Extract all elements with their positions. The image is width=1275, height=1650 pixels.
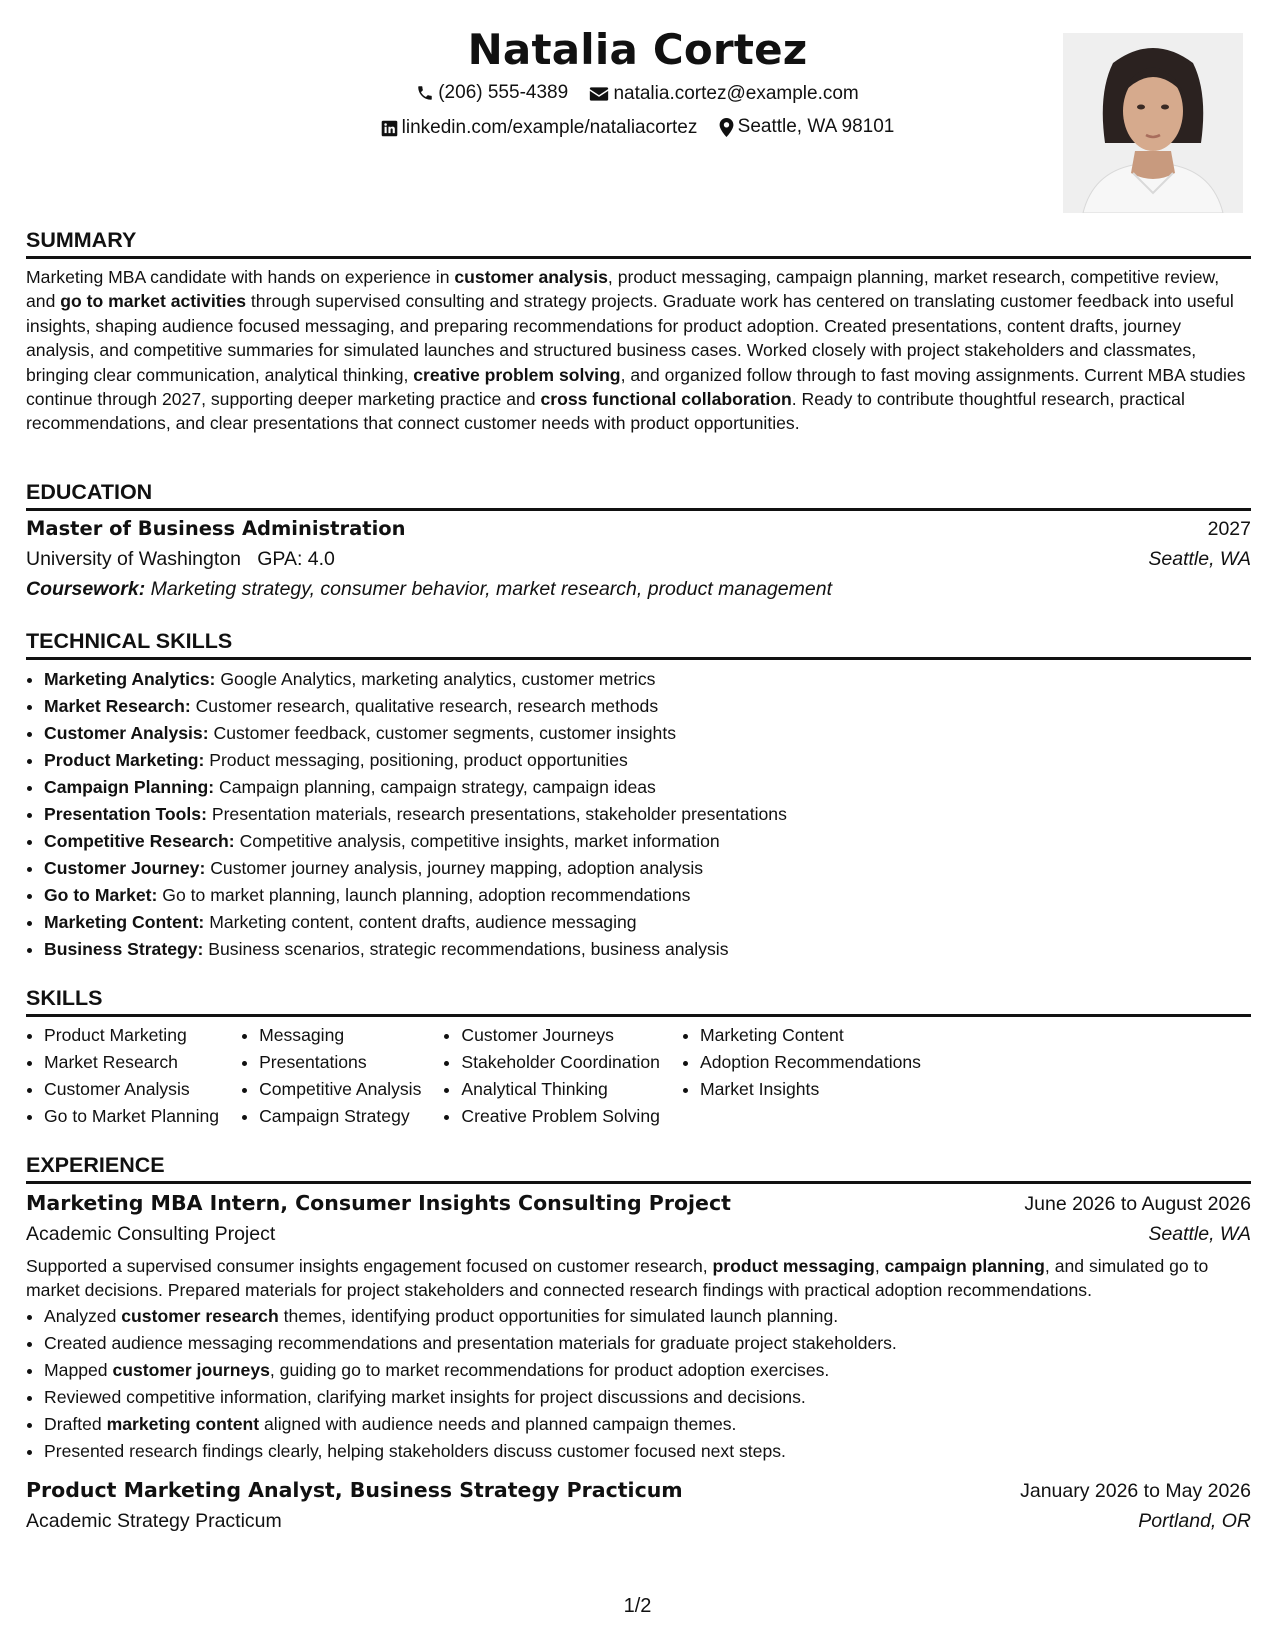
experience-heading: EXPERIENCE	[26, 1153, 165, 1177]
job-description: Supported a supervised consumer insights engagement focused on customer research, product messaging, campaign planning, and simulated go to market decisions. Prepared materials for project stakeholders and connected research findings with practical adoption recommendations.	[26, 1256, 1209, 1301]
job-header-row	[26, 1475, 1251, 1506]
job-dates: June 2026 to August 2026	[1024, 1193, 1251, 1215]
list-item: • Product Marketing: Product messaging, positioning, product opportunities	[44, 747, 1251, 774]
list-item: • Campaign Planning: Campaign planning, campaign strategy, campaign ideas	[44, 774, 1251, 801]
list-item: • Analyzed customer research themes, identifying product opportunities for simulated launch planning.	[44, 1303, 1251, 1330]
job-org-row	[26, 1506, 1251, 1536]
summary-section	[26, 226, 1251, 436]
email-text[interactable]: natalia.cortez@example.com	[613, 83, 859, 104]
linkedin-icon	[381, 120, 398, 137]
skills-section	[26, 984, 1251, 1130]
phone-contact	[416, 78, 568, 108]
graduation-year: 2027	[1207, 518, 1251, 540]
skills-column	[26, 1022, 219, 1130]
school-location: Seattle, WA	[1148, 548, 1251, 570]
summary-heading: SUMMARY	[26, 228, 137, 252]
education-heading: EDUCATION	[26, 480, 153, 504]
list-item: • Product Marketing	[44, 1022, 219, 1049]
skills-grid	[26, 1022, 1251, 1130]
list-item: • Drafted marketing content aligned with audience needs and planned campaign themes.	[44, 1411, 1251, 1438]
list-item: • Customer Analysis: Customer feedback, customer segments, customer insights	[44, 720, 1251, 747]
list-item: • Customer Analysis	[44, 1076, 219, 1103]
list-item: • Presentation Tools: Presentation materials, research presentations, stakeholder presentations	[44, 801, 1251, 828]
list-item: • Marketing Content	[700, 1022, 921, 1049]
skills-column	[443, 1022, 660, 1130]
technical-skills-section	[26, 627, 1251, 963]
profile-photo	[1063, 33, 1243, 213]
list-item: • Mapped customer journeys, guiding go to market recommendations for product adoption exercises.	[44, 1357, 1251, 1384]
list-item: • Business Strategy: Business scenarios, strategic recommendations, business analysis	[44, 936, 1251, 963]
list-item: • Reviewed competitive information, clarifying market insights for project discussions and decisions.	[44, 1384, 1251, 1411]
job-org: Academic Strategy Practicum	[26, 1509, 282, 1532]
experience-section	[26, 1151, 1251, 1536]
section-divider	[26, 1181, 1251, 1184]
list-item: • Messaging	[259, 1022, 421, 1049]
list-item: • Customer Journey: Customer journey analysis, journey mapping, adoption analysis	[44, 855, 1251, 882]
school-info: University of Washington GPA: 4.0	[26, 548, 335, 570]
coursework-text: Marketing strategy, consumer behavior, market research, product management	[150, 578, 833, 600]
list-item: • Customer Journeys	[461, 1022, 660, 1049]
list-item: • Creative Problem Solving	[461, 1103, 660, 1130]
list-item: • Go to Market Planning	[44, 1103, 219, 1130]
job-org-row	[26, 1219, 1251, 1249]
list-item: • Market Research: Customer research, qualitative research, research methods	[44, 693, 1251, 720]
job-location: Seattle, WA	[1148, 1223, 1251, 1245]
job-header-row	[26, 1188, 1251, 1219]
section-divider	[26, 657, 1251, 660]
education-section	[26, 478, 1251, 604]
candidate-name: Natalia Cortez	[467, 25, 808, 74]
phone-text[interactable]: (206) 555-4389	[438, 82, 569, 103]
section-divider	[26, 508, 1251, 511]
coursework-label: Coursework:	[26, 578, 146, 600]
list-item: • Marketing Analytics: Google Analytics, marketing analytics, customer metrics	[44, 666, 1251, 693]
location-text: Seattle, WA 98101	[737, 116, 895, 137]
list-item: • Stakeholder Coordination	[461, 1049, 660, 1076]
job-title: Marketing MBA Intern, Consumer Insights Consulting Project	[26, 1191, 731, 1215]
list-item: • Marketing Content: Marketing content, content drafts, audience messaging	[44, 909, 1251, 936]
list-item: • Competitive Analysis	[259, 1076, 421, 1103]
list-item: • Competitive Research: Competitive analysis, competitive insights, market information	[44, 828, 1251, 855]
skills-heading: SKILLS	[26, 986, 103, 1010]
list-item: • Presentations	[259, 1049, 421, 1076]
technical-skills-heading: TECHNICAL SKILLS	[26, 629, 233, 653]
job-dates: January 2026 to May 2026	[1020, 1479, 1251, 1502]
list-item: • Presented research findings clearly, helping stakeholders discuss customer focused next steps.	[44, 1438, 1251, 1465]
job-location: Portland, OR	[1138, 1509, 1251, 1532]
degree-name: Master of Business Administration	[26, 517, 406, 540]
phone-icon	[416, 84, 434, 102]
skills-column	[241, 1022, 421, 1130]
email-contact	[589, 79, 858, 109]
page-number: 1/2	[623, 1595, 652, 1617]
map-pin-icon	[719, 118, 734, 137]
degree-row	[26, 514, 1251, 544]
envelope-icon	[589, 86, 609, 102]
portrait-image	[1063, 33, 1243, 213]
job-title: Product Marketing Analyst, Business Strategy Practicum	[26, 1477, 683, 1502]
job-org: Academic Consulting Project	[26, 1223, 276, 1245]
coursework-line	[26, 574, 1251, 604]
linkedin-contact	[381, 113, 698, 143]
list-item: • Created audience messaging recommendations and presentation materials for graduate project stakeholders.	[44, 1330, 1251, 1357]
list-item: • Market Research	[44, 1049, 219, 1076]
location-contact	[719, 112, 895, 142]
job-bullets	[26, 1303, 1251, 1465]
technical-skills-list	[26, 666, 1251, 963]
section-divider	[26, 1014, 1251, 1017]
summary-paragraph: Marketing MBA candidate with hands on experience in customer analysis, product messaging, campaign planning, market research, competitive review, and go to market activities through supervised consulting and strategy projects. Graduate work has centered on translating customer feedback into useful insights, shaping audience focused messaging, and preparing recommendations for product adoption. Created presentations, content drafts, journey analysis, and competitive summaries for simulated launches and structured business cases. Worked closely with project stakeholders and classmates, bringing clear communication, analytical thinking, creative problem solving, and organized follow through to fast moving assignments. Current MBA studies continue through 2027, supporting deeper marketing practice and cross functional collaboration. Ready to contribute thoughtful research, practical recommendations, and clear presentations that connect customer needs with product opportunities.	[26, 267, 1246, 434]
list-item: • Campaign Strategy	[259, 1103, 421, 1130]
list-item: • Go to Market: Go to market planning, launch planning, adoption recommendations	[44, 882, 1251, 909]
list-item: • Market Insights	[700, 1076, 921, 1103]
school-row	[26, 544, 1251, 574]
section-divider	[26, 256, 1251, 259]
list-item: • Analytical Thinking	[461, 1076, 660, 1103]
skills-column	[682, 1022, 921, 1130]
list-item: • Adoption Recommendations	[700, 1049, 921, 1076]
linkedin-text[interactable]: linkedin.com/example/nataliacortez	[401, 117, 698, 138]
